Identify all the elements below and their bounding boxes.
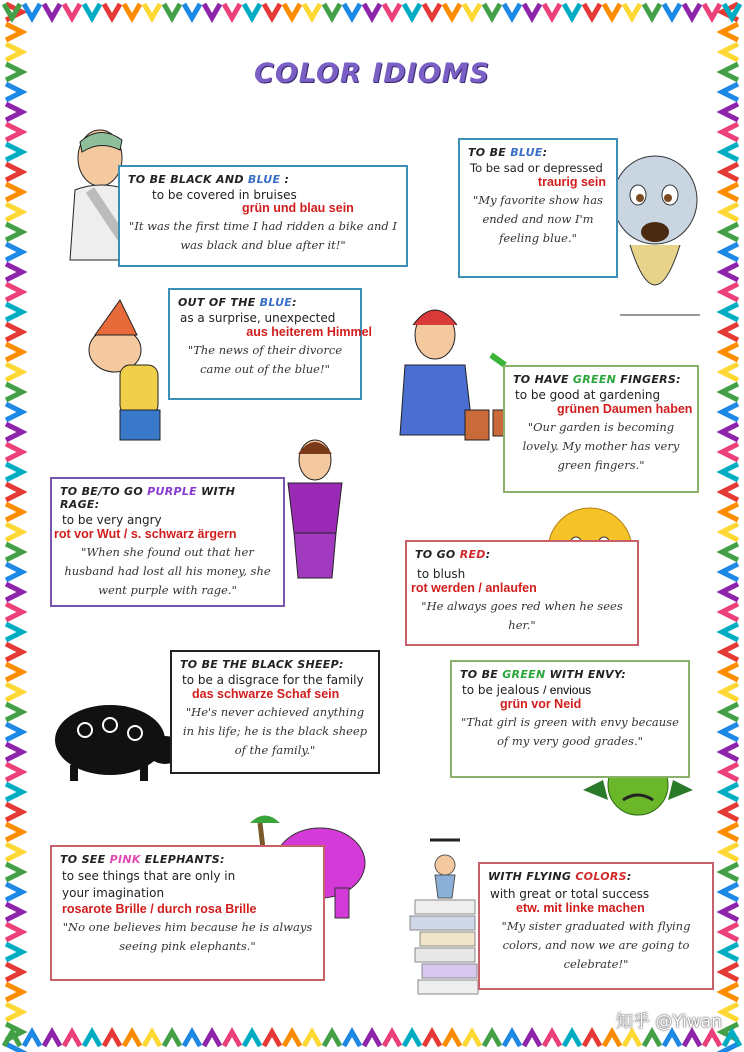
border-zigzag-stroke: [504, 1032, 520, 1046]
border-zigzag-stroke: [424, 4, 440, 18]
border-zigzag-stroke: [6, 104, 22, 120]
border-zigzag-stroke: [504, 4, 520, 18]
border-zigzag-stroke: [564, 1032, 580, 1046]
border-zigzag-stroke: [722, 424, 738, 440]
border-zigzag-stroke: [722, 744, 738, 760]
border-zigzag-stroke: [722, 624, 738, 640]
border-zigzag-stroke: [6, 904, 22, 920]
border-zigzag-stroke: [84, 1032, 100, 1046]
german-translation: etw. mit linke machen: [516, 901, 645, 915]
border-zigzag-stroke: [484, 1032, 500, 1046]
border-zigzag-stroke: [104, 4, 120, 18]
watermark: 知乎 @Yiwan: [615, 1012, 722, 1032]
border-zigzag-stroke: [6, 664, 22, 680]
border-zigzag-stroke: [6, 704, 22, 720]
border-zigzag-stroke: [124, 4, 140, 18]
border-zigzag-stroke: [6, 744, 22, 760]
idiom-definition: to be a disgrace for the family: [182, 673, 364, 687]
german-translation: rot werden / anlaufen: [411, 581, 537, 595]
german-translation: grün vor Neid: [500, 697, 582, 711]
border-zigzag-stroke: [664, 4, 680, 18]
idiom-card-green-with-envy: [450, 660, 690, 778]
border-zigzag-stroke: [6, 164, 22, 180]
border-zigzag-stroke: [722, 384, 738, 400]
border-zigzag-stroke: [6, 144, 22, 160]
border-zigzag-stroke: [722, 524, 738, 540]
border-zigzag-stroke: [722, 104, 738, 120]
border-zigzag-stroke: [6, 824, 22, 840]
border-zigzag-stroke: [6, 804, 22, 820]
border-zigzag-stroke: [722, 724, 738, 740]
border-zigzag-stroke: [722, 1004, 738, 1020]
border-zigzag-stroke: [722, 944, 738, 960]
border-zigzag-stroke: [722, 164, 738, 180]
border-zigzag-stroke: [364, 1032, 380, 1046]
border-zigzag-stroke: [224, 4, 240, 18]
border-zigzag-stroke: [384, 4, 400, 18]
german-translation: rot vor Wut / s. schwarz ärgern: [54, 527, 237, 541]
border-zigzag-stroke: [6, 284, 22, 300]
border-zigzag-stroke: [6, 424, 22, 440]
border-zigzag-stroke: [704, 1032, 720, 1046]
border-zigzag-stroke: [722, 24, 738, 40]
border-zigzag-stroke: [722, 884, 738, 900]
border-zigzag-stroke: [6, 944, 22, 960]
border-zigzag-stroke: [6, 564, 22, 580]
border-zigzag-stroke: [6, 624, 22, 640]
border-zigzag-stroke: [6, 304, 22, 320]
german-translation: traurig sein: [537, 175, 606, 189]
border-zigzag-stroke: [722, 324, 738, 340]
idiom-heading: TO BE/TO GO PURPLE WITH RAGE:: [60, 485, 236, 511]
border-zigzag-stroke: [44, 4, 60, 18]
border-zigzag-stroke: [64, 1032, 80, 1046]
border-zigzag-stroke: [722, 244, 738, 260]
border-zigzag-stroke: [722, 444, 738, 460]
border-zigzag-stroke: [624, 4, 640, 18]
idiom-card-black-and-blue: [118, 165, 408, 267]
border-zigzag-stroke: [384, 1032, 400, 1046]
border-zigzag-stroke: [6, 484, 22, 500]
sad-dog-illustration: [600, 140, 720, 325]
border-zigzag-stroke: [244, 1032, 260, 1046]
border-zigzag-stroke: [524, 4, 540, 18]
border-zigzag-stroke: [404, 4, 420, 18]
idiom-heading: TO HAVE GREEN FINGERS:: [513, 373, 681, 386]
border-zigzag-stroke: [722, 544, 738, 560]
border-zigzag-stroke: [344, 4, 360, 18]
border-zigzag-stroke: [664, 1032, 680, 1046]
border-zigzag-stroke: [104, 1032, 120, 1046]
border-zigzag-stroke: [124, 1032, 140, 1046]
border-zigzag-stroke: [684, 4, 700, 18]
border-zigzag-stroke: [604, 1032, 620, 1046]
border-zigzag-stroke: [484, 4, 500, 18]
idiom-heading: OUT OF THE BLUE:: [178, 296, 297, 309]
border-zigzag-stroke: [204, 4, 220, 18]
border-zigzag-stroke: [6, 384, 22, 400]
idiom-card-go-red: [405, 540, 639, 646]
border-zigzag-stroke: [722, 404, 738, 420]
idiom-example: "Our garden is becoming lovely. My mother has very green fingers.": [522, 420, 680, 472]
german-translation: das schwarze Schaf sein: [192, 687, 340, 701]
border-zigzag-stroke: [264, 1032, 280, 1046]
border-zigzag-stroke: [144, 1032, 160, 1046]
border-zigzag-stroke: [6, 964, 22, 980]
page-title: COLOR IDIOMS: [254, 58, 490, 89]
border-zigzag-stroke: [344, 1032, 360, 1046]
border-zigzag-stroke: [244, 4, 260, 18]
border-zigzag-stroke: [524, 1032, 540, 1046]
border-zigzag-stroke: [722, 924, 738, 940]
idiom-definition: to blush: [417, 567, 466, 581]
idiom-example: "He always goes red when he sees her.": [421, 599, 623, 632]
idiom-example: "The news of their divorce came out of the blue!": [187, 343, 343, 376]
border-zigzag-stroke: [722, 224, 738, 240]
border-zigzag-stroke: [722, 824, 738, 840]
border-zigzag-stroke: [6, 764, 22, 780]
idiom-definition: to be covered in bruises: [152, 188, 297, 202]
border-zigzag-stroke: [722, 264, 738, 280]
idiom-definition: to be good at gardening: [515, 388, 661, 402]
border-zigzag-stroke: [304, 1032, 320, 1046]
border-zigzag-stroke: [424, 1032, 440, 1046]
border-zigzag-stroke: [644, 1032, 660, 1046]
border-zigzag-stroke: [722, 984, 738, 1000]
border-zigzag-stroke: [684, 1032, 700, 1046]
idiom-card-green-fingers: [503, 365, 699, 493]
border-zigzag-stroke: [464, 1032, 480, 1046]
border-zigzag-stroke: [6, 444, 22, 460]
border-zigzag-stroke: [64, 4, 80, 18]
border-zigzag-stroke: [6, 464, 22, 480]
border-zigzag-stroke: [722, 464, 738, 480]
idiom-heading: TO BE BLUE:: [468, 146, 548, 159]
border-zigzag-stroke: [722, 484, 738, 500]
border-zigzag-stroke: [722, 684, 738, 700]
border-zigzag-stroke: [6, 844, 22, 860]
border-zigzag-stroke: [722, 204, 738, 220]
idiom-definition: to be jealous / envious: [462, 683, 592, 697]
border-zigzag-stroke: [284, 1032, 300, 1046]
border-zigzag-stroke: [144, 4, 160, 18]
border-zigzag-stroke: [24, 1032, 40, 1046]
german-translation: grünen Daumen haben: [557, 402, 693, 416]
border-zigzag-stroke: [722, 584, 738, 600]
border-zigzag-stroke: [722, 704, 738, 720]
idiom-heading: TO BE BLACK AND BLUE :: [128, 173, 290, 186]
border-zigzag-stroke: [6, 184, 22, 200]
border-zigzag-stroke: [6, 784, 22, 800]
border-zigzag-stroke: [444, 1032, 460, 1046]
border-zigzag-stroke: [24, 4, 40, 18]
idiom-definition: To be sad or depressed: [470, 161, 603, 175]
border-zigzag-stroke: [704, 4, 720, 18]
border-zigzag-stroke: [722, 804, 738, 820]
black-sheep-illustration: [50, 695, 190, 785]
border-zigzag-stroke: [404, 1032, 420, 1046]
idiom-card-pink-elephants: [50, 845, 325, 981]
border-zigzag-stroke: [184, 4, 200, 18]
border-zigzag-stroke: [722, 644, 738, 660]
border-zigzag-stroke: [164, 1032, 180, 1046]
border-zigzag-stroke: [722, 964, 738, 980]
border-zigzag-stroke: [84, 4, 100, 18]
idiom-definition: with great or total success: [490, 887, 650, 901]
border-zigzag-stroke: [364, 4, 380, 18]
idiom-definition: as a surprise, unexpected: [180, 311, 336, 325]
idiom-definition: to see things that are only in your imagination: [62, 869, 236, 900]
border-zigzag-stroke: [722, 284, 738, 300]
border-zigzag-stroke: [6, 544, 22, 560]
border-zigzag-stroke: [722, 144, 738, 160]
border-zigzag-stroke: [304, 4, 320, 18]
border-zigzag-stroke: [584, 4, 600, 18]
border-zigzag-stroke: [6, 1004, 22, 1020]
border-zigzag-stroke: [722, 864, 738, 880]
border-zigzag-stroke: [722, 364, 738, 380]
border-zigzag-stroke: [6, 524, 22, 540]
idiom-example: "It was the first time I had ridden a bike and I was black and blue after it!": [129, 219, 397, 252]
idiom-heading: TO BE GREEN WITH ENVY:: [460, 668, 626, 681]
idiom-heading: TO GO RED:: [415, 548, 491, 561]
border-zigzag-stroke: [6, 244, 22, 260]
border-zigzag-stroke: [6, 924, 22, 940]
idiom-example: "My sister graduated with flying colors, and now we are going to celebrate!": [501, 919, 691, 971]
border-zigzag-stroke: [6, 364, 22, 380]
idiom-definition: to be very angry: [62, 513, 162, 527]
border-zigzag-stroke: [722, 844, 738, 860]
border-zigzag-stroke: [284, 4, 300, 18]
border-zigzag-stroke: [6, 24, 22, 40]
border-zigzag-stroke: [6, 344, 22, 360]
border-zigzag-stroke: [444, 4, 460, 18]
idiom-heading: WITH FLYING COLORS:: [488, 870, 632, 883]
border-zigzag-stroke: [6, 324, 22, 340]
border-zigzag-stroke: [6, 884, 22, 900]
border-zigzag-stroke: [584, 1032, 600, 1046]
german-translation: rosarote Brille / durch rosa Brille: [62, 902, 257, 916]
border-zigzag-stroke: [722, 184, 738, 200]
german-translation: aus heiterem Himmel: [246, 325, 372, 339]
border-zigzag-stroke: [604, 4, 620, 18]
border-zigzag-stroke: [544, 4, 560, 18]
idiom-heading: TO BE THE BLACK SHEEP:: [180, 658, 344, 671]
border-zigzag-stroke: [722, 564, 738, 580]
border-zigzag-stroke: [184, 1032, 200, 1046]
german-translation: grün und blau sein: [242, 201, 354, 215]
border-zigzag-stroke: [722, 764, 738, 780]
idiom-card-out-of-the-blue: [168, 288, 372, 400]
border-zigzag-stroke: [6, 644, 22, 660]
border-zigzag-stroke: [722, 784, 738, 800]
gardener-woman-illustration: [395, 295, 520, 445]
border-zigzag-stroke: [6, 204, 22, 220]
border-zigzag-stroke: [722, 604, 738, 620]
border-zigzag-stroke: [722, 124, 738, 140]
border-zigzag-stroke: [324, 4, 340, 18]
border-zigzag-stroke: [722, 504, 738, 520]
border-zigzag-stroke: [544, 1032, 560, 1046]
idiom-card-purple-with-rage: [50, 477, 285, 607]
border-zigzag-stroke: [6, 984, 22, 1000]
idiom-card-blue: [458, 138, 618, 278]
border-zigzag-stroke: [6, 604, 22, 620]
idiom-card-black-sheep: [170, 650, 380, 774]
border-zigzag-stroke: [6, 124, 22, 140]
border-zigzag-stroke: [722, 664, 738, 680]
border-zigzag-stroke: [564, 4, 580, 18]
border-zigzag-stroke: [464, 4, 480, 18]
border-zigzag-stroke: [164, 4, 180, 18]
border-zigzag-stroke: [722, 344, 738, 360]
idiom-example: "No one believes him because he is always seeing pink elephants.": [62, 920, 313, 953]
border-zigzag-stroke: [6, 724, 22, 740]
border-zigzag-stroke: [6, 504, 22, 520]
border-zigzag-stroke: [324, 1032, 340, 1046]
border-zigzag-stroke: [224, 1032, 240, 1046]
border-zigzag-stroke: [624, 1032, 640, 1046]
border-zigzag-stroke: [204, 1032, 220, 1046]
idiom-card-flying-colors: [478, 862, 714, 990]
idiom-example: "That girl is green with envy because of my very good grades.": [461, 715, 679, 748]
border-zigzag-stroke: [6, 584, 22, 600]
border-zigzag-stroke: [722, 304, 738, 320]
border-zigzag-stroke: [6, 224, 22, 240]
border-zigzag-stroke: [6, 864, 22, 880]
border-zigzag-stroke: [644, 4, 660, 18]
idiom-heading: TO SEE PINK ELEPHANTS:: [60, 853, 225, 866]
idiom-example: "My favorite show has ended and now I'm feeling blue.": [473, 193, 603, 245]
border-zigzag-stroke: [6, 264, 22, 280]
border-zigzag-stroke: [44, 1032, 60, 1046]
idiom-example: "He's never achieved anything in his life; he is the black sheep of the family.": [182, 705, 368, 757]
border-zigzag-stroke: [6, 404, 22, 420]
border-zigzag-stroke: [722, 904, 738, 920]
border-zigzag-stroke: [6, 684, 22, 700]
idiom-example: "When she found out that her husband had lost all his money, she went purple with rage.": [64, 545, 271, 597]
border-zigzag-stroke: [264, 4, 280, 18]
